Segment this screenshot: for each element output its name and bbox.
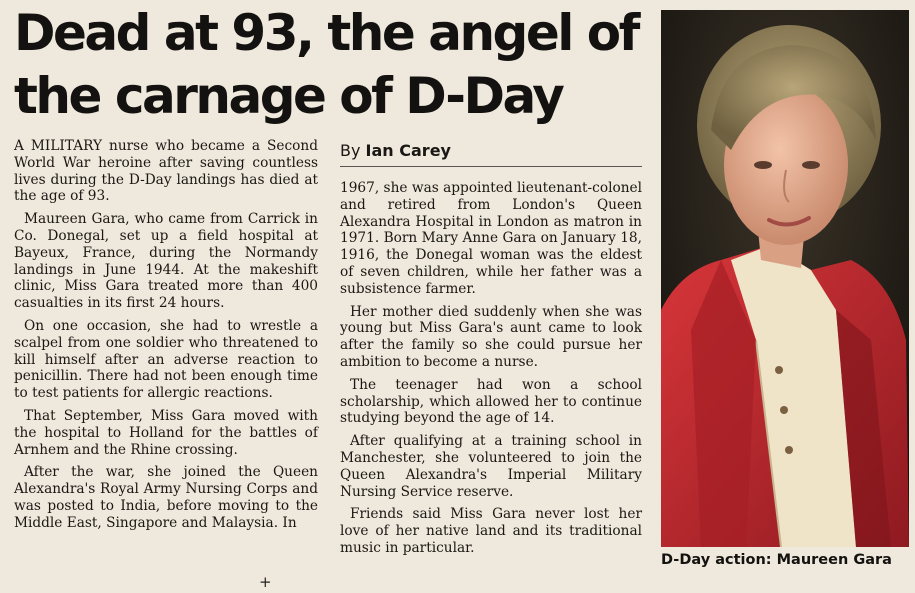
paragraph: The teenager had won a school scholarship, which allowed her to continue studying beyond the age of 14. bbox=[340, 376, 642, 427]
headline-line-2: the carnage of D-Day bbox=[14, 67, 563, 125]
portrait-photo bbox=[661, 10, 909, 547]
paragraph: After qualifying at a training school in Manchester, she volunteered to join the Queen Alexandra's Imperial Military Nursing Service reserve. bbox=[340, 433, 642, 500]
paragraph: Maureen Gara, who came from Carrick in Co. Donegal, set up a field hospital at Bayeux, France, during the Normandy landings in June 1944. At the makeshift clinic, Miss Gara treated more than 400 casualties in its first 24 hours. bbox=[14, 211, 318, 312]
byline-prefix: By bbox=[340, 141, 361, 160]
continuation-mark: + bbox=[259, 573, 272, 591]
paragraph: That September, Miss Gara moved with the hospital to Holland for the battles of Arnhem and the Rhine crossing. bbox=[14, 407, 318, 458]
paragraph: 1967, she was appointed lieutenant-colonel and retired from London's Queen Alexandra Hospital in London as matron in 1971. Born Mary Anne Gara on January 18, 1916, the Donegal woman was the eldest of seven children, while her father was a subsistence farmer. bbox=[340, 180, 642, 297]
portrait-illustration bbox=[661, 10, 909, 547]
paragraph: Friends said Miss Gara never lost her love of her native land and its traditional music in particular. bbox=[340, 506, 642, 556]
headline-line-1: Dead at 93, the angel of bbox=[14, 4, 638, 62]
paragraph: After the war, she joined the Queen Alexandra's Royal Army Nursing Corps and was posted to India, before moving to the Middle East, Singapore and Malaysia. In bbox=[14, 464, 318, 531]
paragraph: Her mother died suddenly when she was young but Miss Gara's aunt came to look after the family so she could pursue her ambition to become a nurse. bbox=[340, 303, 642, 370]
byline bbox=[340, 138, 642, 167]
paragraph: A MILITARY nurse who became a Second World War heroine after saving countless lives during the D-Day landings has died at the age of 93. bbox=[14, 138, 318, 205]
paragraph: On one occasion, she had to wrestle a scalpel from one soldier who threatened to kill himself after an adverse reaction to penicillin. There had not been enough time to test patients for allergic reactions. bbox=[14, 317, 318, 402]
headline bbox=[14, 2, 654, 128]
photo-caption: D-Day action: Maureen Gara bbox=[661, 552, 892, 568]
article-column-1 bbox=[14, 138, 318, 532]
article-column-2 bbox=[340, 138, 642, 557]
byline-author: Ian Carey bbox=[365, 141, 451, 160]
